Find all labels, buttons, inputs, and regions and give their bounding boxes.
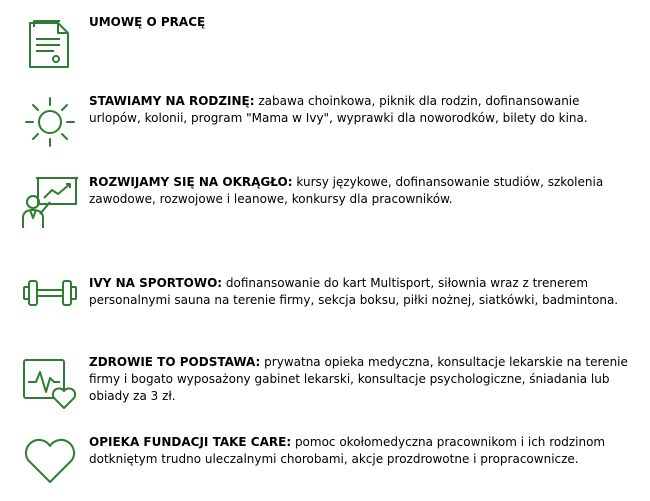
presentation-icon xyxy=(20,172,80,232)
document-icon xyxy=(20,13,80,73)
benefit-description: prywatna opieka medyczna, konsultacje lekarskie na terenie firmy i bogato wyposażony gabinet lekarski, konsultacje psychologiczne, śniadania lub obiady za 3 zł. xyxy=(89,355,628,403)
benefit-title: ZDROWIE TO PODSTAWA: xyxy=(89,355,261,369)
sun-icon xyxy=(20,92,80,152)
benefit-title: STAWIAMY NA RODZINĘ: xyxy=(89,94,255,108)
benefit-description: pomoc okołomedyczna pracownikom i ich rodzinom dotkniętym trudno uleczalnymi chorobami, akcje prozdrowotne i propracownicze. xyxy=(89,435,606,466)
heart-icon xyxy=(20,430,80,490)
health-monitor-icon xyxy=(20,352,80,412)
benefit-title: OPIEKA FUNDACJI TAKE CARE: xyxy=(89,435,292,449)
benefit-title: UMOWĘ O PRACĘ xyxy=(89,15,206,29)
benefit-description: zabawa choinkowa, piknik dla rodzin, dofinansowanie urlopów, kolonii, program "Mama w Ivy", wyprawki dla noworodków, bilety do kina. xyxy=(89,94,588,125)
benefit-description: kursy językowe, dofinansowanie studiów, szkolenia zawodowe, rozwojowe i leanowe, konkursy dla pracowników. xyxy=(89,175,604,206)
benefit-description: dofinansowanie do kart Multisport, siłownia wraz z trenerem personalnymi sauna na terenie firmy, sekcja boksu, piłki nożnej, siatkówki, badmintona. xyxy=(89,276,619,307)
benefit-title: IVY NA SPORTOWO: xyxy=(89,276,223,290)
dumbbell-icon xyxy=(20,263,80,323)
benefit-title: ROZWIJAMY SIĘ NA OKRĄGŁO: xyxy=(89,175,293,189)
